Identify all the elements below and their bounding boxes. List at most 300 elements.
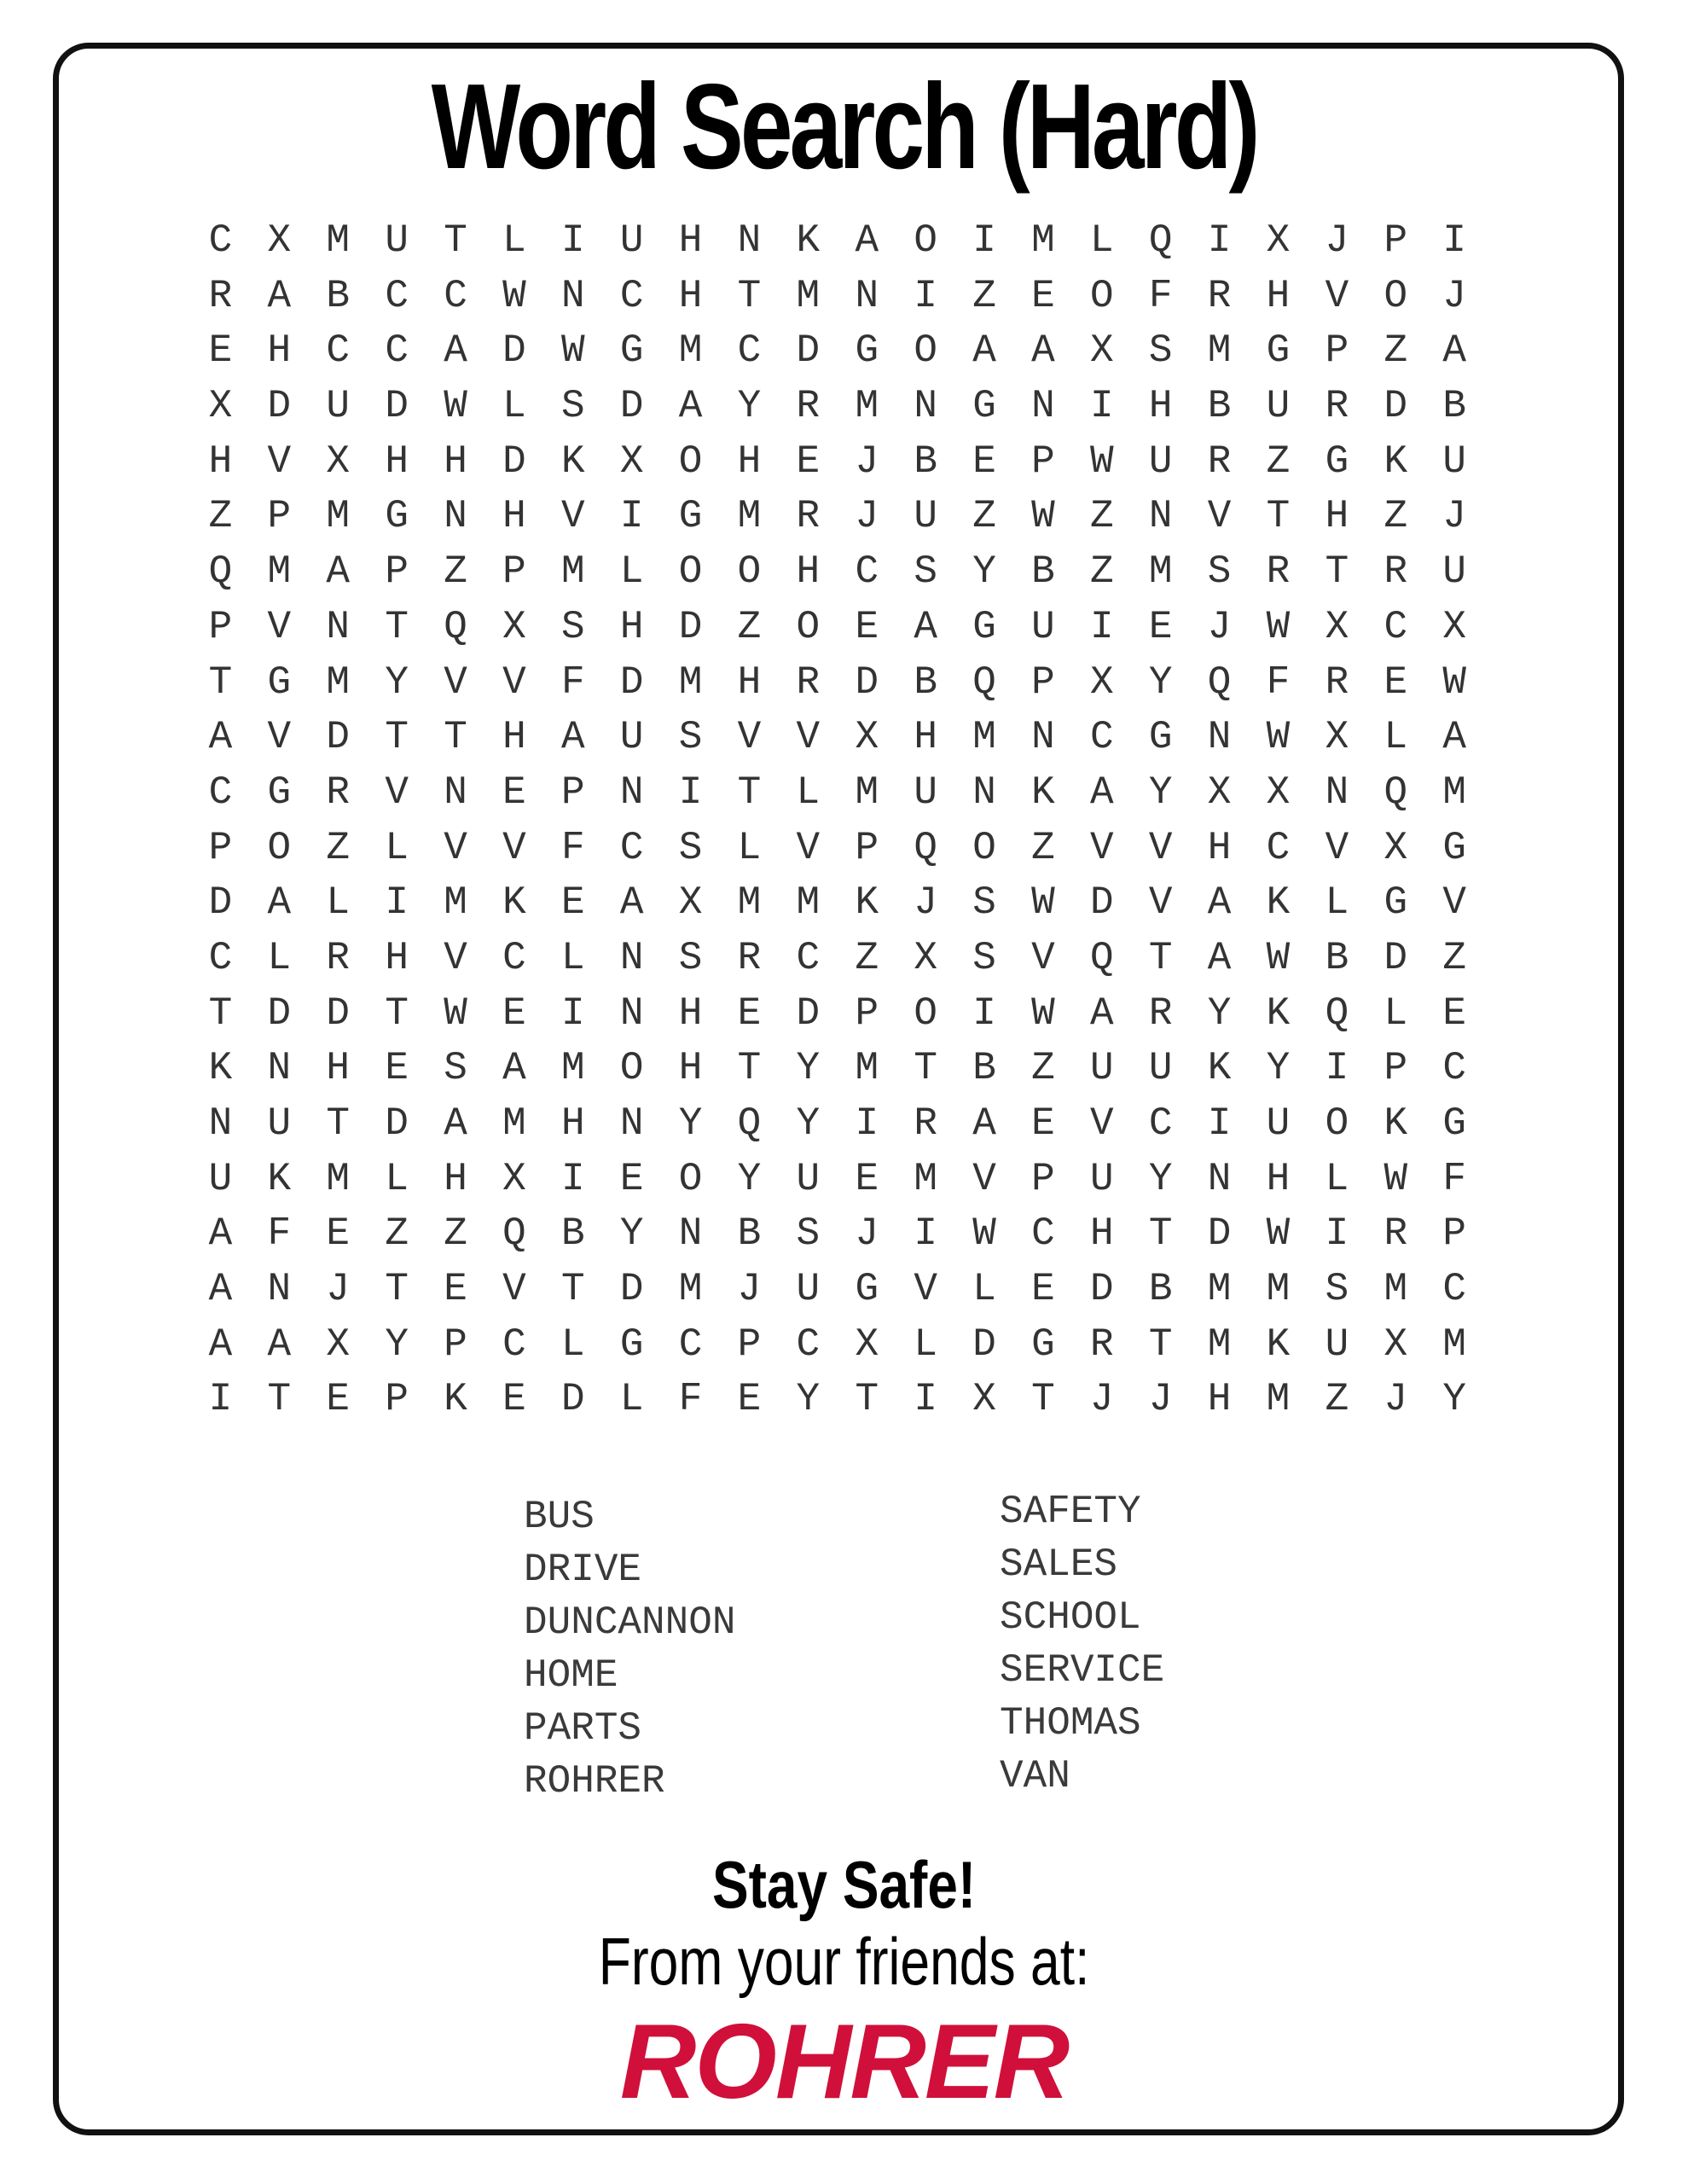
grid-letter: H [385,439,409,484]
grid-letter: I [385,880,409,926]
grid-letter: O [678,1156,703,1201]
grid-letter: E [326,1211,351,1257]
grid-letter: M [1442,1321,1466,1367]
grid-letter: R [796,659,821,705]
grid-letter: C [737,328,762,374]
grid-letter: N [267,1046,292,1091]
grid-letter: T [737,770,762,815]
grid-letter: T [560,1267,585,1312]
grid-letter: O [796,604,821,649]
grid-letter: M [444,880,467,926]
grid-letter: M [1031,218,1055,263]
grid-letter: I [1442,218,1466,263]
grid-letter: G [972,384,996,429]
grid-letter: O [1090,273,1114,318]
grid-letter: I [972,218,996,263]
grid-letter: U [914,494,937,539]
grid-letter: N [560,273,585,318]
grid-letter: L [619,549,644,595]
grid-letter: N [678,1211,703,1257]
grid-letter: B [1031,549,1055,595]
grid-letter: V [1031,935,1055,980]
grid-letter: K [796,218,821,263]
grid-letter: S [444,1046,467,1091]
grid-letter: I [1325,1046,1349,1091]
grid-letter: J [1442,494,1466,539]
grid-letter: M [1266,1377,1291,1422]
grid-letter: D [1383,935,1408,980]
grid-letter: H [737,439,762,484]
grid-letter: V [737,715,762,760]
grid-letter: B [560,1211,585,1257]
grid-letter: T [737,1046,762,1091]
grid-letter: V [1090,825,1114,870]
grid-letter: Z [1442,935,1466,980]
grid-letter: F [1442,1156,1466,1201]
grid-letter: H [385,935,409,980]
grid-letter: V [444,935,467,980]
grid-letter: L [385,825,409,870]
grid-letter: Q [444,604,467,649]
grid-letter: F [1266,659,1291,705]
grid-letter: Y [737,1156,762,1201]
grid-letter: E [855,1156,879,1201]
grid-letter: X [619,439,644,484]
grid-letter: X [1325,715,1349,760]
grid-letter: A [326,549,351,595]
grid-letter: V [267,604,292,649]
grid-letter: S [560,384,585,429]
grid-letter: M [855,384,879,429]
grid-letter: S [972,935,996,980]
grid-letter: M [326,218,351,263]
grid-letter: K [267,1156,292,1201]
grid-letter: G [1442,825,1466,870]
grid-letter: L [1325,1156,1349,1201]
grid-letter: Z [1325,1377,1349,1422]
grid-letter: M [1266,1267,1291,1312]
grid-letter: W [1090,439,1114,484]
grid-letter: G [972,604,996,649]
grid-letter: V [560,494,585,539]
grid-letter: R [326,770,351,815]
grid-letter: P [855,990,879,1036]
grid-letter: H [502,715,526,760]
grid-letter: Z [737,604,762,649]
grid-letter: Y [1148,770,1173,815]
grid-letter: H [796,549,821,595]
grid-letter: J [914,880,937,926]
grid-letter: W [1031,880,1055,926]
grid-letter: T [385,715,409,760]
grid-letter: Z [444,1211,467,1257]
grid-letter: G [619,328,644,374]
grid-letter: G [1031,1321,1055,1367]
grid-letter: N [1031,715,1055,760]
grid-letter: X [1383,1321,1408,1367]
grid-letter: E [855,604,879,649]
grid-letter: G [267,770,292,815]
grid-letter: E [737,990,762,1036]
grid-letter: U [796,1267,821,1312]
grid-letter: O [914,328,937,374]
grid-letter: K [1383,1101,1408,1146]
grid-letter: Y [1266,1046,1291,1091]
grid-letter: R [1325,659,1349,705]
grid-letter: V [1148,880,1173,926]
grid-letter: U [619,218,644,263]
grid-letter: R [1207,273,1232,318]
grid-letter: P [1031,1156,1055,1201]
grid-letter: C [678,1321,703,1367]
grid-letter: X [678,880,703,926]
grid-letter: V [914,1267,937,1312]
grid-letter: G [855,328,879,374]
grid-letter: V [972,1156,996,1201]
grid-letter: W [1266,604,1291,649]
grid-letter: Z [385,1211,409,1257]
grid-letter: I [1325,1211,1349,1257]
grid-letter: T [1266,494,1291,539]
grid-letter: R [1383,549,1408,595]
grid-letter: D [1383,384,1408,429]
grid-letter: L [326,880,351,926]
grid-letter: I [1207,1101,1232,1146]
grid-letter: P [208,604,233,649]
grid-letter: A [267,1321,292,1367]
grid-letter: D [1090,1267,1114,1312]
grid-letter: H [1207,825,1232,870]
grid-letter: H [678,990,703,1036]
grid-letter: D [619,659,644,705]
grid-letter: M [1207,1321,1232,1367]
grid-letter: P [385,549,409,595]
grid-letter: Q [1090,935,1114,980]
grid-letter: Q [972,659,996,705]
grid-letter: O [1383,273,1408,318]
grid-letter: B [1325,935,1349,980]
grid-letter: W [560,328,585,374]
grid-letter: K [855,880,879,926]
grid-letter: C [1383,604,1408,649]
grid-letter: Z [326,825,351,870]
grid-letter: N [326,604,351,649]
grid-letter: E [1442,990,1466,1036]
grid-letter: M [326,494,351,539]
grid-letter: Q [737,1101,762,1146]
grid-letter: M [560,549,585,595]
grid-letter: Z [444,549,467,595]
grid-letter: A [267,880,292,926]
grid-letter: A [267,273,292,318]
grid-letter: A [208,715,233,760]
grid-letter: A [678,384,703,429]
grid-letter: M [267,549,292,595]
grid-letter: I [1090,604,1114,649]
grid-letter: U [1090,1156,1114,1201]
grid-letter: R [796,384,821,429]
grid-letter: R [737,935,762,980]
grid-letter: X [502,1156,526,1201]
grid-letter: N [444,494,467,539]
grid-letter: K [1266,880,1291,926]
grid-letter: N [1207,715,1232,760]
grid-letter: Z [1383,494,1408,539]
grid-letter: V [502,825,526,870]
grid-letter: O [737,549,762,595]
grid-letter: C [1031,1211,1055,1257]
grid-letter: W [1266,1211,1291,1257]
grid-letter: M [560,1046,585,1091]
grid-letter: Y [737,384,762,429]
grid-letter: D [1207,1211,1232,1257]
word-list-item: THOMAS [1000,1701,1141,1745]
grid-letter: R [914,1101,937,1146]
grid-letter: L [1325,880,1349,926]
grid-letter: U [796,1156,821,1201]
grid-letter: M [326,659,351,705]
grid-letter: D [326,990,351,1036]
grid-letter: D [267,384,292,429]
grid-letter: N [1031,384,1055,429]
grid-letter: Y [796,1101,821,1146]
grid-letter: D [502,328,526,374]
grid-letter: C [208,935,233,980]
grid-letter: X [326,439,351,484]
grid-letter: X [1442,604,1466,649]
grid-letter: N [619,770,644,815]
word-list-item: SAFETY [1000,1490,1141,1534]
grid-letter: T [855,1377,879,1422]
grid-letter: X [1266,218,1291,263]
grid-letter: A [1207,880,1232,926]
grid-letter: E [1031,1267,1055,1312]
grid-letter: A [208,1267,233,1312]
grid-letter: T [1148,935,1173,980]
grid-letter: Q [1383,770,1408,815]
grid-letter: C [796,935,821,980]
grid-letter: S [678,825,703,870]
page-title: Word Search (Hard) [431,59,1257,195]
grid-letter: M [855,1046,879,1091]
grid-letter: G [855,1267,879,1312]
grid-letter: O [914,218,937,263]
grid-letter: H [1090,1211,1114,1257]
grid-letter: U [1325,1321,1349,1367]
grid-letter: P [502,549,526,595]
grid-letter: A [1442,328,1466,374]
grid-letter: T [1148,1211,1173,1257]
grid-letter: T [326,1101,351,1146]
grid-letter: L [267,935,292,980]
grid-letter: E [560,880,585,926]
grid-letter: N [267,1267,292,1312]
grid-letter: T [1031,1377,1055,1422]
grid-letter: Y [385,1321,409,1367]
grid-letter: Z [972,273,996,318]
grid-letter: V [502,659,526,705]
grid-letter: V [796,715,821,760]
grid-letter: M [737,494,762,539]
grid-letter: C [619,825,644,870]
grid-letter: V [1442,880,1466,926]
grid-letter: X [855,1321,879,1367]
grid-letter: Z [1266,439,1291,484]
grid-letter: J [326,1267,351,1312]
grid-letter: I [560,218,585,263]
grid-letter: Z [855,935,879,980]
grid-letter: E [326,1377,351,1422]
grid-letter: W [502,273,526,318]
grid-letter: G [1266,328,1291,374]
grid-letter: E [502,1377,526,1422]
grid-letter: M [1207,328,1232,374]
grid-letter: H [326,1046,351,1091]
grid-letter: P [737,1321,762,1367]
grid-letter: U [326,384,351,429]
grid-letter: V [502,1267,526,1312]
grid-letter: H [678,273,703,318]
grid-letter: Q [1148,218,1173,263]
grid-letter: N [855,273,879,318]
grid-letter: A [444,1101,467,1146]
grid-letter: P [444,1321,467,1367]
grid-letter: N [1325,770,1349,815]
grid-letter: M [678,1267,703,1312]
grid-letter: H [444,439,467,484]
grid-letter: J [1325,218,1349,263]
grid-letter: E [502,770,526,815]
word-list-item: SCHOOL [1000,1595,1141,1640]
grid-letter: S [796,1211,821,1257]
grid-letter: M [678,659,703,705]
grid-letter: C [208,218,233,263]
grid-letter: T [208,659,233,705]
grid-letter: C [502,935,526,980]
grid-letter: W [444,384,467,429]
grid-letter: N [1148,494,1173,539]
grid-letter: F [267,1211,292,1257]
grid-letter: C [619,273,644,318]
grid-letter: S [914,549,937,595]
grid-letter: M [1148,549,1173,595]
grid-letter: X [914,935,937,980]
grid-letter: C [502,1321,526,1367]
grid-letter: S [678,715,703,760]
grid-letter: E [502,990,526,1036]
grid-letter: B [1442,384,1466,429]
grid-letter: E [1148,604,1173,649]
grid-letter: X [1325,604,1349,649]
grid-letter: H [678,1046,703,1091]
word-list-item: PARTS [524,1706,642,1751]
grid-letter: S [678,935,703,980]
grid-letter: B [914,659,937,705]
grid-letter: X [502,604,526,649]
grid-letter: A [619,880,644,926]
grid-letter: N [737,218,762,263]
grid-letter: N [972,770,996,815]
grid-letter: L [1383,990,1408,1036]
grid-letter: C [796,1321,821,1367]
grid-letter: H [737,659,762,705]
grid-letter: Z [972,494,996,539]
grid-letter: D [796,990,821,1036]
grid-letter: I [972,990,996,1036]
grid-letter: A [914,604,937,649]
grid-letter: V [796,825,821,870]
grid-letter: P [1442,1211,1466,1257]
grid-letter: H [1266,273,1291,318]
grid-letter: A [208,1211,233,1257]
grid-letter: L [560,935,585,980]
grid-letter: A [855,218,879,263]
grid-letter: M [1383,1267,1408,1312]
grid-letter: L [972,1267,996,1312]
grid-letter: D [208,880,233,926]
grid-letter: L [796,770,821,815]
rohrer-logo: ROHRER [619,2003,1069,2121]
grid-letter: A [1031,328,1055,374]
grid-letter: M [972,715,996,760]
grid-letter: Y [972,549,996,595]
grid-letter: C [444,273,467,318]
grid-letter: Z [1031,825,1055,870]
grid-letter: K [1383,439,1408,484]
grid-letter: Q [502,1211,526,1257]
grid-letter: C [1148,1101,1173,1146]
grid-letter: V [267,439,292,484]
grid-letter: B [326,273,351,318]
grid-letter: I [208,1377,233,1422]
grid-letter: E [737,1377,762,1422]
grid-letter: E [1031,1101,1055,1146]
grid-letter: O [678,439,703,484]
grid-letter: M [326,1156,351,1201]
grid-letter: U [619,715,644,760]
grid-letter: G [1383,880,1408,926]
grid-letter: J [737,1267,762,1312]
grid-letter: A [1442,715,1466,760]
grid-letter: A [972,1101,996,1146]
grid-letter: M [796,880,821,926]
grid-letter: G [619,1321,644,1367]
grid-letter: U [385,218,409,263]
grid-letter: O [972,825,996,870]
grid-letter: P [855,825,879,870]
grid-letter: V [1090,1101,1114,1146]
grid-letter: K [208,1046,233,1091]
grid-letter: I [678,770,703,815]
grid-letter: M [914,1156,937,1201]
grid-letter: H [1207,1377,1232,1422]
grid-letter: U [1031,604,1055,649]
grid-letter: S [1148,328,1173,374]
grid-letter: D [678,604,703,649]
grid-letter: U [1266,384,1291,429]
grid-letter: E [1031,273,1055,318]
grid-letter: Z [1031,1046,1055,1091]
grid-letter: V [1207,494,1232,539]
grid-letter: H [1266,1156,1291,1201]
grid-letter: Q [208,549,233,595]
grid-letter: O [267,825,292,870]
grid-letter: C [1090,715,1114,760]
grid-letter: K [502,880,526,926]
grid-letter: K [560,439,585,484]
grid-letter: N [619,1101,644,1146]
grid-letter: R [796,494,821,539]
